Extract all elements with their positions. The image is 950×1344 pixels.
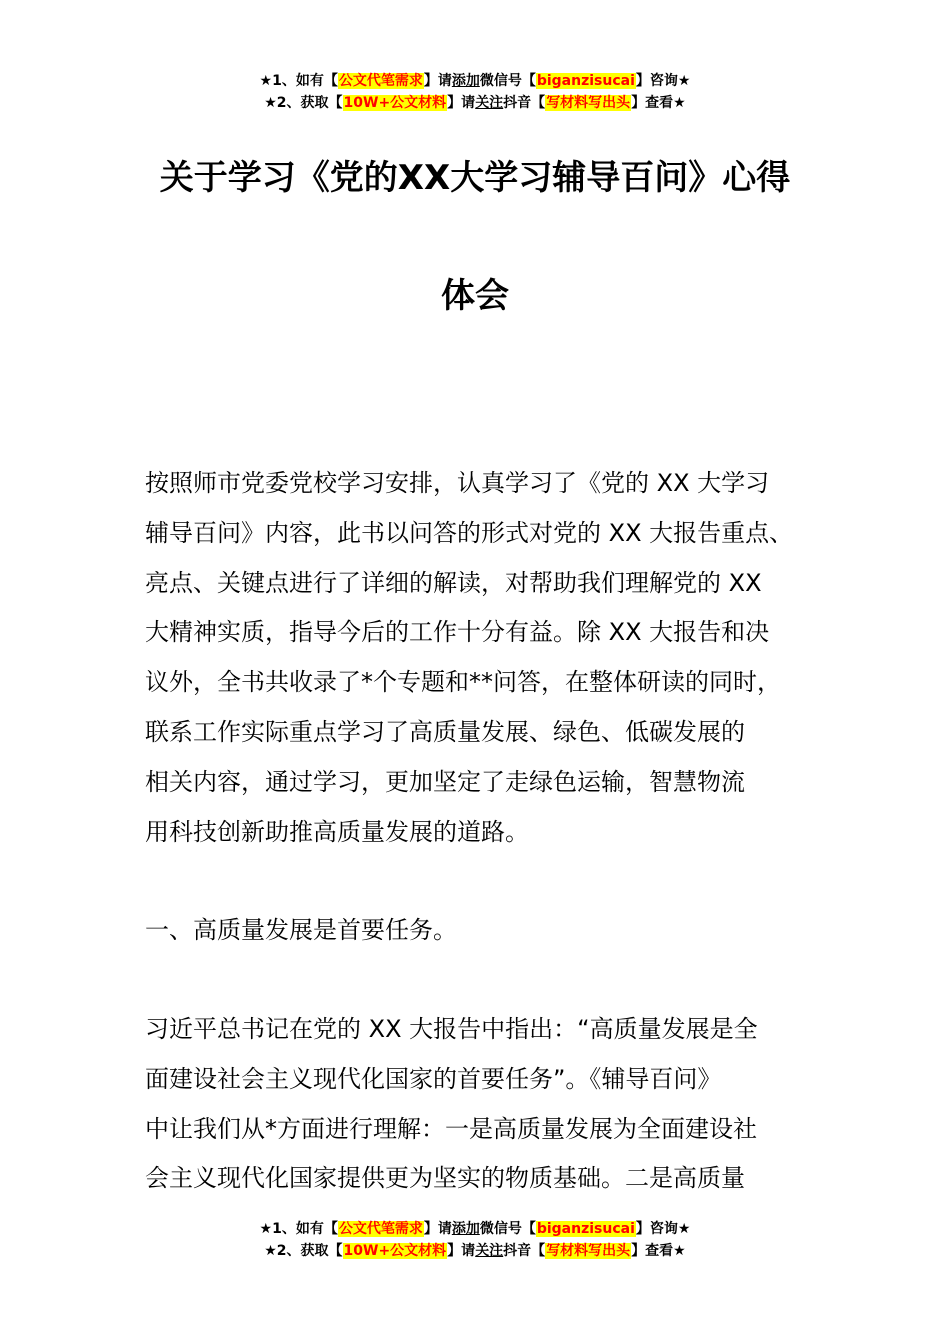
paragraph-line: 习近平总书记在党的 XX 大报告中指出：“高质量发展是全	[145, 1015, 758, 1043]
banner-text: ★1、如有【	[259, 1221, 338, 1237]
banner-highlight: 10W+公文材料	[343, 1243, 447, 1259]
banner-line-2	[0, 1240, 950, 1262]
document-title-line-1: 关于学习《党的XX大学习辅导百问》心得	[159, 158, 791, 198]
banner-highlight: 写材料写出头	[546, 95, 631, 111]
paragraph-line: 联系工作实际重点学习了高质量发展、绿色、低碳发展的	[145, 717, 745, 746]
banner-line-1	[0, 70, 950, 92]
banner-underline: 添加	[451, 73, 480, 89]
paragraph-line: 辅导百问》内容，此书以问答的形式对党的 XX 大报告重点、	[145, 518, 794, 547]
paragraph-line: 大精神实质，指导今后的工作十分有益。除 XX 大报告和决	[145, 618, 770, 647]
body-paragraph	[145, 459, 825, 857]
banner-underline: 关注	[475, 95, 504, 111]
banner-text: ★2、获取【	[264, 1243, 343, 1259]
banner-text: ★1、如有【	[259, 73, 338, 89]
banner-line-2	[0, 92, 950, 114]
banner-underline: 添加	[451, 1221, 480, 1237]
banner-highlight: 写材料写出头	[546, 1243, 631, 1259]
banner-highlight: 公文代笔需求	[338, 1221, 423, 1237]
paragraph-line: 议外，全书共收录了*个专题和**问答，在整体研读的同时，	[145, 668, 781, 697]
paragraph-line: 中让我们从*方面进行理解：一是高质量发展为全面建设社	[145, 1114, 757, 1143]
paragraph-line: 按照师市党委党校学习安排，认真学习了《党的 XX 大学习	[145, 469, 770, 497]
banner-text: 抖音【	[503, 1243, 546, 1259]
banner-text: 】请	[423, 73, 452, 89]
banner-highlight: biganzisucai	[536, 1221, 635, 1237]
paragraph-line: 用科技创新助推高质量发展的道路。	[145, 817, 529, 846]
banner-underline: 关注	[475, 1243, 504, 1259]
header-banner	[0, 70, 950, 114]
banner-text: 】请	[447, 1243, 476, 1259]
footer-banner	[0, 1218, 950, 1262]
banner-line-1	[0, 1218, 950, 1240]
paragraph-line: 会主义现代化国家提供更为坚实的物质基础。二是高质量	[145, 1164, 745, 1193]
section-heading	[145, 906, 825, 956]
banner-highlight: 公文代笔需求	[338, 73, 423, 89]
banner-text: 】请	[423, 1221, 452, 1237]
banner-highlight: biganzisucai	[536, 73, 635, 89]
banner-text: 微信号【	[479, 73, 536, 89]
banner-highlight: 10W+公文材料	[343, 95, 447, 111]
banner-text: 抖音【	[503, 95, 546, 111]
banner-text: 】查看★	[631, 1243, 686, 1259]
banner-text: 微信号【	[479, 1221, 536, 1237]
paragraph-line: 面建设社会主义现代化国家的首要任务”。《辅导百问》	[145, 1064, 722, 1093]
paragraph-line: 相关内容，通过学习，更加坚定了走绿色运输，智慧物流	[145, 767, 745, 796]
banner-text: ★2、获取【	[264, 95, 343, 111]
paragraph-line: 亮点、关键点进行了详细的解读，对帮助我们理解党的 XX	[145, 568, 762, 597]
banner-text: 】咨询★	[635, 1221, 691, 1237]
banner-text: 】请	[447, 95, 476, 111]
document-title-line-2: 体会	[441, 276, 509, 316]
banner-text: 】咨询★	[635, 73, 691, 89]
section-heading-text: 一、高质量发展是首要任务。	[145, 916, 457, 944]
body-paragraph	[145, 1005, 825, 1204]
banner-text: 】查看★	[631, 95, 686, 111]
